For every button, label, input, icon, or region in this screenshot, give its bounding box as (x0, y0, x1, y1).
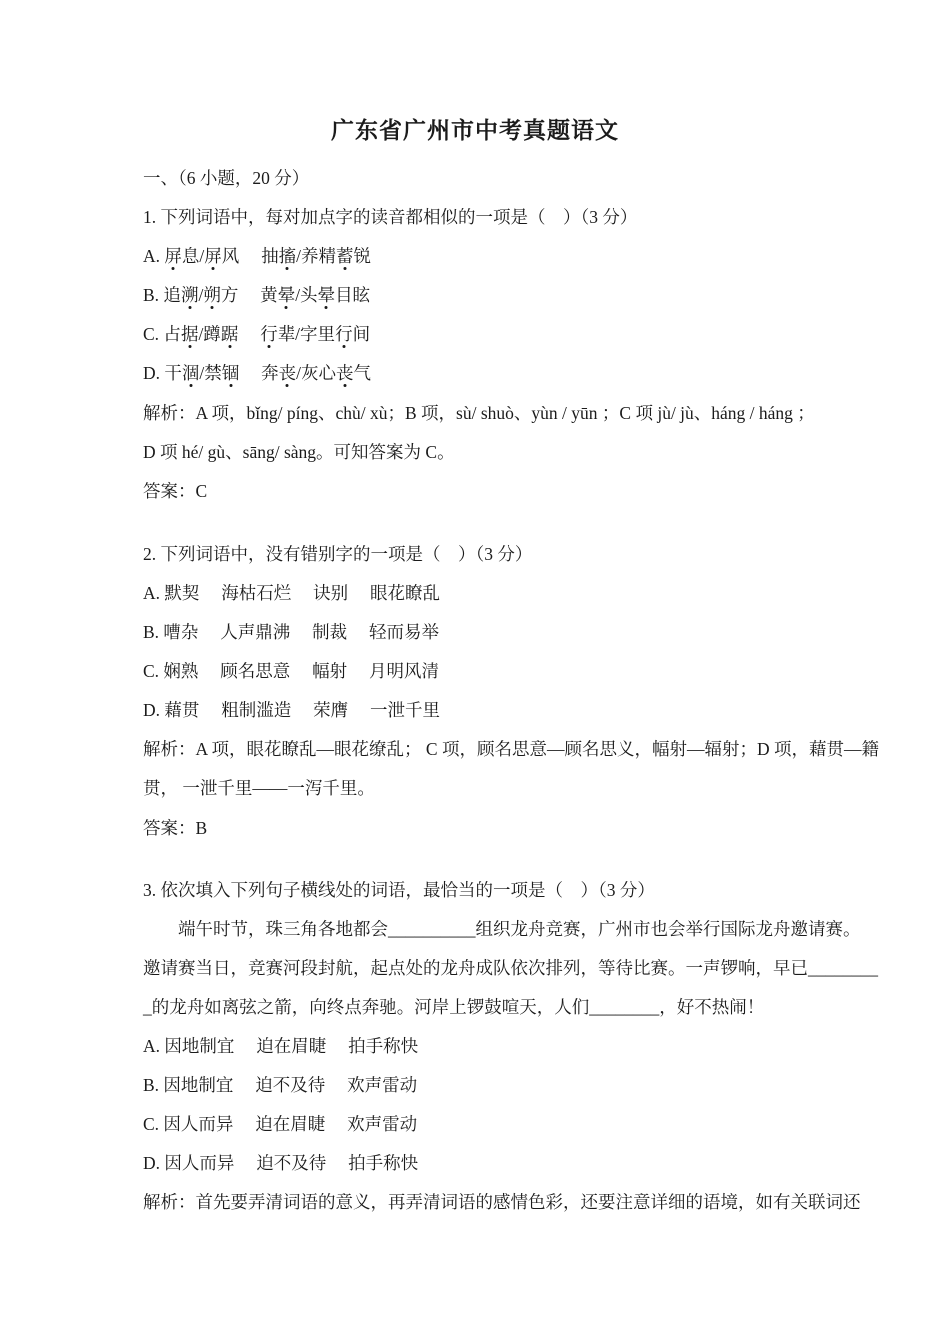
question-1-option-d: D. 干涸/禁锢 奔丧/灰心丧气 (143, 363, 372, 384)
document-title: 广东省广州市中考真题语文 (331, 118, 619, 143)
question-1 (143, 198, 832, 511)
question-1-stem: 1. 下列词语中，每对加点字的读音都相似的一项是（ ）（3 分） (143, 207, 638, 228)
question-3-passage-line-1: 端午时节，珠三角各地都会__________组织龙舟竞赛，广州市也会举行国际龙舟邀请赛。 (178, 918, 861, 939)
question-2-answer: 答案：B (143, 817, 208, 838)
question-2-stem: 2. 下列词语中，没有错别字的一项是（ ）（3 分） (143, 543, 533, 564)
question-3-stem: 3. 依次填入下列句子横线处的词语，最恰当的一项是（ ）（3 分） (143, 879, 655, 900)
question-2-analysis-line-2: 贯， 一泄千里——一泻千里。 (143, 778, 375, 799)
question-1-analysis-line-1: 解析：A 项，bǐng/ píng、chù/ xù；B 项，sù/ shuò、yùn / yūn ；C 项 jù/ jù、háng / háng ； (143, 402, 815, 423)
question-3-option-c: C. 因人而异 迫在眉睫 欢声雷动 (143, 1114, 418, 1135)
question-3-analysis-line-1: 解析：首先要弄清词语的意义，再弄清词语的感情色彩，还要注意详细的语境，如有关联词还 (143, 1192, 861, 1213)
question-1-analysis-line-2: D 项 hé/ gù、sāng/ sàng。可知答案为 C。 (143, 441, 455, 462)
question-1-answer: 答案：C (143, 480, 208, 501)
question-3-option-b: B. 因地制宜 迫不及待 欢声雷动 (143, 1075, 418, 1096)
document-body (0, 150, 950, 1222)
section-heading: 一、（6 小题，20 分） (143, 168, 310, 188)
question-1-option-a: A. 屏息/屏风 抽搐/养精蓄锐 (143, 246, 372, 267)
question-2-option-d: D. 藉贯 粗制滥造 荣膺 一泄千里 (143, 700, 441, 721)
question-2-analysis-line-1: 解析：A 项，眼花瞭乱—眼花缭乱； C 项，顾名思意—顾名思义，幅射—辐射；D 项，藉贯—籍 (143, 739, 879, 760)
question-3-passage-line-2: 邀请赛当日，竞赛河段封航，起点处的龙舟成队依次排列，等待比赛。一声锣响，早已________ (143, 957, 878, 978)
question-3-option-a: A. 因地制宜 迫在眉睫 拍手称快 (143, 1035, 419, 1056)
question-1-option-c: C. 占据/蹲踞 行辈/字里行间 (143, 324, 371, 345)
question-3-passage-line-3: _的龙舟如离弦之箭，向终点奔驰。河岸上锣鼓喧天，人们________，好不热闹！ (143, 996, 765, 1017)
question-2-option-b: B. 嘈杂 人声鼎沸 制裁 轻而易举 (143, 622, 440, 643)
question-3-option-d: D. 因人而异 迫不及待 拍手称快 (143, 1153, 419, 1174)
question-2-option-a: A. 默契 海枯石烂 诀别 眼花瞭乱 (143, 582, 441, 603)
question-1-option-b: B. 追溯/朔方 黄晕/头晕目眩 (143, 285, 371, 306)
question-2 (143, 535, 879, 848)
question-3 (143, 871, 878, 1223)
question-2-option-c: C. 娴熟 顾名思意 幅射 月明风清 (143, 661, 440, 682)
